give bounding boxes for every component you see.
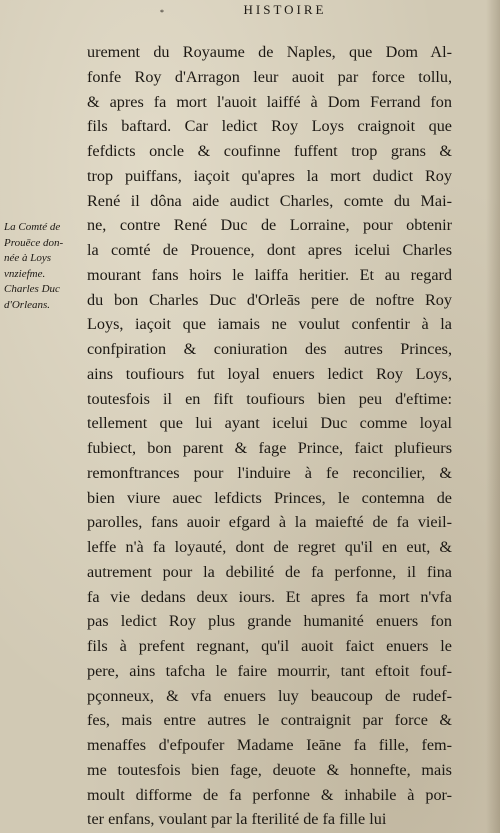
- text-line: du bon Charles Duc d'Orleās pere de noftre Roy: [87, 290, 452, 309]
- margin-note-line: vnziefme.: [4, 267, 46, 280]
- text-line: urement du Royaume de Naples, que Dom Al-: [87, 43, 452, 61]
- text-line: fonfe Roy d'Arragon leur auoit par force tollu,: [87, 67, 452, 86]
- text-line: mourant fans hoirs le laiffa heritier. Et au regard: [87, 265, 452, 284]
- text-line: fils à prefent regnant, qu'il auoit faict enuers le: [87, 637, 452, 655]
- text-line: confpiration & coniuration des autres Princes,: [87, 340, 452, 358]
- text-line: pçonneux, & vfa enuers luy beaucoup de rudef-: [87, 686, 452, 705]
- margin-note: [4, 220, 88, 314]
- margin-note-line: Charles Duc: [4, 283, 60, 296]
- text-line: leffe n'à fa loyauté, dont de regret qu'il en eut, &: [87, 538, 452, 556]
- text-line: fubiect, bon parent & fage Prince, faict plufieurs: [87, 439, 452, 457]
- margin-note-line: née à Loys: [4, 252, 52, 265]
- text-line: Loys, iaçoit que iamais ne voulut confentir à la: [87, 315, 452, 334]
- text-line: moult difforme de fa perfonne & inhabile à por-: [87, 785, 452, 804]
- text-line: fes, mais entre autres le contraignit par force &: [87, 711, 452, 730]
- text-line: tellement que lui ayant icelui Duc comme loyal: [87, 414, 452, 433]
- margin-note-line: La Comté de: [4, 221, 61, 233]
- running-head: HISTOIRE: [243, 2, 327, 17]
- text-line: remonftrances pour l'induire à fe reconcilier, &: [87, 463, 452, 482]
- text-line: fa vie dedans deux iours. Et apres fa mort n'vfa: [87, 587, 452, 606]
- text-line: parolles, fans auoir efgard à la maiefté de fa vieil-: [87, 513, 452, 532]
- text-line: & apres fa mort l'auoit laiffé à Dom Ferrand fon: [87, 92, 452, 111]
- text-line: René il dôna aide audict Charles, comte du Mai-: [87, 191, 452, 210]
- text-line: la comté de Prouence, dont apres icelui Charles: [87, 241, 452, 259]
- text-line: autrement pour la debilité de fa perfonne, il fina: [87, 562, 452, 581]
- text-line: fefdicts oncle & coufinne fuffent trop grans &: [87, 142, 452, 160]
- text-line: menaffes d'efpoufer Madame Ieāne fa fille, fem-: [87, 736, 452, 754]
- signature-mark: *: [160, 8, 164, 17]
- text-line: pere, ains tafcha le faire mourrir, tant eftoit fouf-: [87, 661, 452, 680]
- text-line: me toutesfois bien fage, deuote & honnefte, mais: [87, 760, 452, 779]
- text-line: ter enfans, voulant par la fterilité de fa fille lui: [87, 810, 387, 829]
- margin-note-line: Prouēce don-: [4, 236, 64, 249]
- text-line: ains toufiours fut loyal enuers ledict Roy Loys,: [87, 364, 452, 383]
- body-text: [87, 40, 452, 832]
- text-line: trop puiffans, iaçoit qu'apres la mort dudict Roy: [87, 166, 452, 185]
- text-line: pas ledict Roy plus grande humanité enuers fon: [87, 612, 452, 631]
- text-line: ne, contre René Duc de Lorraine, pour obtenir: [87, 216, 452, 235]
- text-line: fils baftard. Car ledict Roy Loys craignoit que: [87, 117, 452, 136]
- margin-note-line: d'Orleans.: [4, 298, 51, 311]
- text-line: bien viure auec lefdicts Princes, le contemna de: [87, 488, 452, 507]
- text-line: toutesfois il en fift toufiours bien peu d'eftime:: [87, 389, 452, 408]
